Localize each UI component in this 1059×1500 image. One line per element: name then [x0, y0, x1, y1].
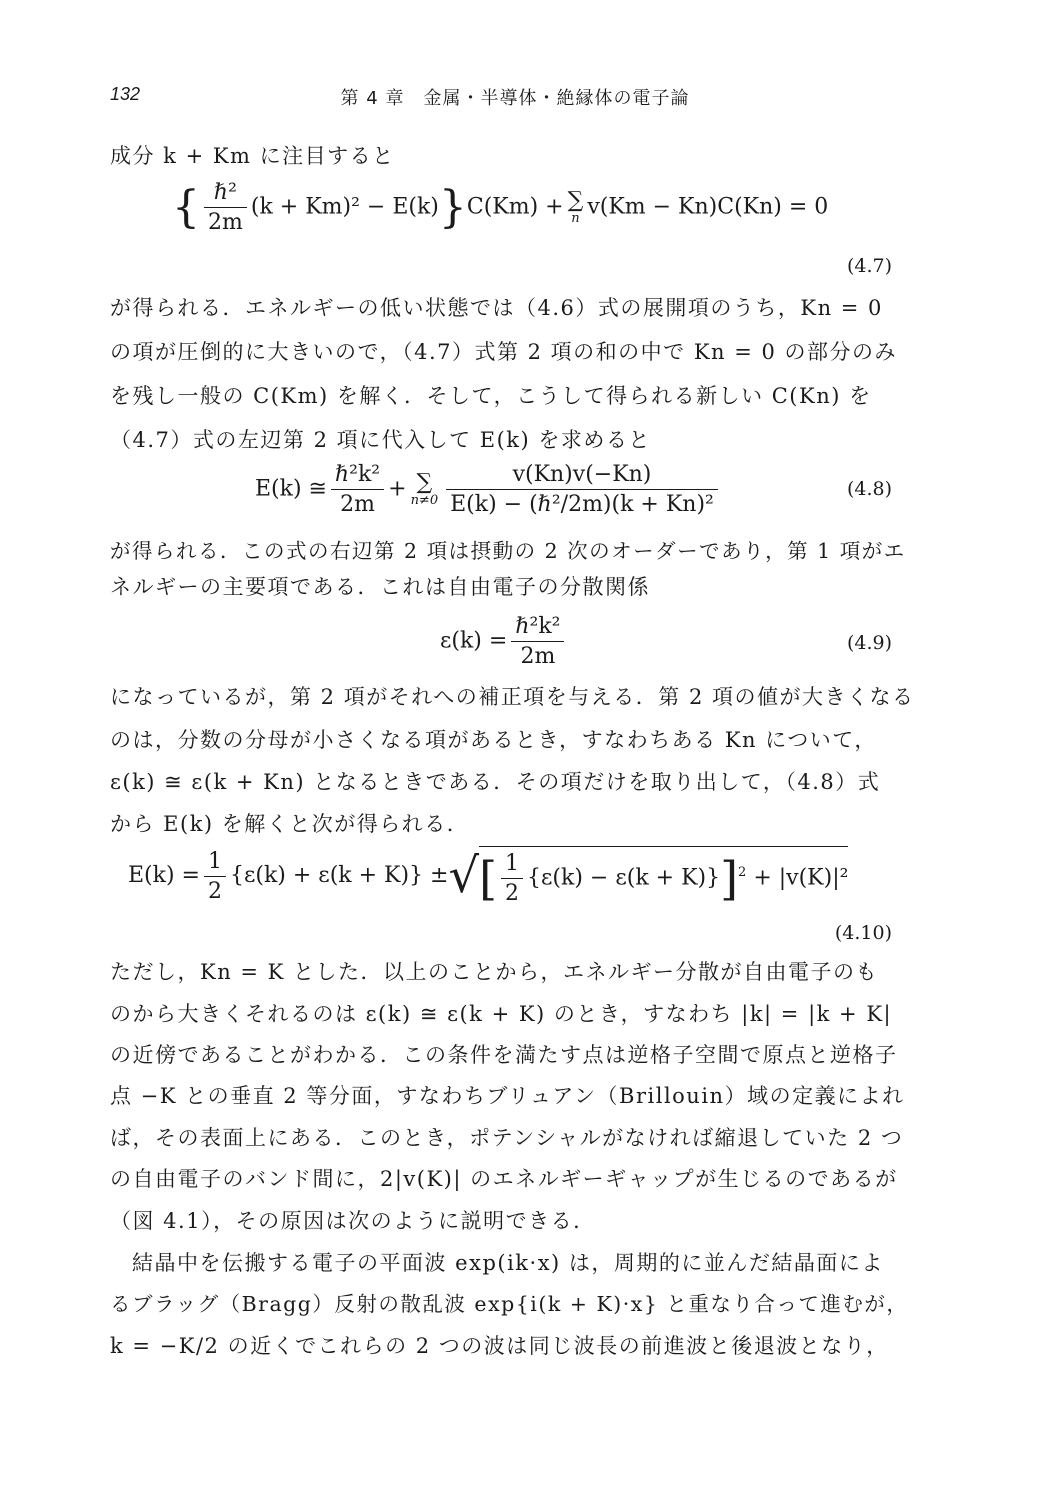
text-line: のは，分数の分母が小さくなる項があるとき，すなわちある Kn について， [110, 728, 877, 752]
text-line: ε(k) ≅ ε(k + Kn) となるときである．その項だけを取り出して，（4.8）式 [110, 770, 881, 794]
plus-sign: + [388, 476, 407, 502]
text-line: 成分 k + Km に注目すると [110, 144, 395, 168]
text-line: るブラッグ（Bragg）反射の散乱波 exp{i(k + K)·x} と重なり合って進むが， [110, 1292, 909, 1316]
equation-lhs: E(k) = [128, 863, 200, 888]
text-line: ただし，Kn = K とした．以上のことから，エネルギー分散が自由電子のも [110, 960, 879, 984]
fraction-numerator: 1 [501, 851, 523, 879]
fraction-numerator: ℏ² [204, 180, 247, 208]
equation-term: v(Km − Kn)C(Kn) = 0 [587, 194, 829, 220]
fraction-denominator: 2m [520, 644, 556, 669]
fraction-denominator: E(k) − (ℏ²/2m)(k + Kn)² [450, 492, 714, 517]
text-line: のから大きくそれるのは ε(k) ≅ ε(k + K) のとき，すなわち |k| = |k + K| [110, 1002, 893, 1026]
left-brace: { [172, 182, 200, 233]
fraction [511, 614, 564, 669]
running-title: 第 4 章 金属・半導体・絶縁体の電子論 [340, 88, 690, 109]
left-bracket: [ [479, 851, 498, 906]
summation [411, 472, 439, 507]
equation-term: (k + Km)² − E(k) [250, 194, 439, 220]
text-line: から E(k) を解くと次が得られる． [110, 812, 470, 836]
text-line: を残し一般の C(Km) を解く．そして，こうして得られる新しい C(Kn) を [110, 384, 872, 408]
fraction [446, 462, 718, 517]
fraction-denominator: 2 [207, 878, 222, 904]
equation-number: (4.10) [834, 922, 892, 944]
text-line: ネルギーの主要項である．これは自由電子の分散関係 [110, 575, 650, 599]
equation-number: (4.9) [846, 632, 892, 654]
sigma-symbol: ∑ [416, 470, 433, 495]
right-brace: } [438, 182, 467, 233]
summation-index: n≠0 [410, 493, 439, 508]
page-header [110, 84, 920, 114]
equation-term: {ε(k) − ε(k + K)} [527, 865, 721, 891]
text-line: が得られる．エネルギーの低い状態では（4.6）式の展開項のうち，Kn = 0 [110, 296, 883, 320]
text-line: が得られる．この式の右辺第 2 項は摂動の 2 次のオーダーであり，第 1 項がエ [110, 539, 906, 563]
page-number: 132 [110, 84, 141, 104]
equation-number: (4.8) [846, 478, 892, 500]
square-root [448, 846, 848, 906]
text-line: （4.7）式の左辺第 2 項に代入して E(k) を求めると [110, 428, 651, 452]
text-line: ば，その表面上にある．このとき，ポテンシャルがなければ縮退していた 2 つ [110, 1126, 904, 1150]
equation-4-10 [110, 846, 922, 946]
fraction-denominator: 2m [208, 210, 243, 235]
text-line: の項が圧倒的に大きいので，（4.7）式第 2 項の和の中で Kn = 0 の部分のみ [110, 340, 898, 364]
equation-4-8-body [255, 462, 722, 517]
equation-4-10-body [128, 846, 848, 906]
equation-term: C(Km) + [466, 194, 564, 220]
text-line: の自由電子のバンド間に，2|v(K)| のエネルギーギャップが生じるのであるが [110, 1167, 898, 1191]
equation-4-7-body [172, 180, 828, 235]
fraction-numerator: v(Kn)v(−Kn) [446, 462, 718, 490]
equation-term: + |v(K)|² [753, 865, 849, 891]
equation-lhs: E(k) ≅ [255, 476, 327, 502]
equation-term: {ε(k) + ε(k + K)} ± [229, 863, 449, 888]
sigma-symbol: ∑ [567, 188, 584, 213]
fraction [331, 462, 384, 517]
text-line: になっているが，第 2 項がそれへの補正項を与える．第 2 項の値が大きくなる [110, 685, 915, 709]
fraction-numerator: 1 [204, 849, 226, 877]
equation-4-8 [110, 462, 922, 524]
text-line: k = −K/2 の近くでこれらの 2 つの波は同じ波長の前進波と後退波となり， [110, 1334, 889, 1358]
fraction-numerator: ℏ²k² [511, 614, 564, 642]
equation-4-9 [110, 614, 922, 676]
radicand [479, 846, 848, 906]
summation-index: n [571, 211, 580, 226]
equation-4-9-body [440, 614, 568, 669]
fraction [204, 180, 247, 235]
equation-number: (4.7) [846, 255, 892, 277]
text-line: 結晶中を伝搬する電子の平面波 exp(ik·x) は，周期的に並んだ結晶面によ [132, 1251, 884, 1275]
exponent: 2 [738, 865, 747, 881]
text-line: の近傍であることがわかる．この条件を満たす点は逆格子空間で原点と逆格子 [110, 1043, 898, 1067]
equation-lhs: ε(k) = [440, 628, 508, 654]
fraction-denominator: 2m [340, 492, 375, 517]
equation-4-7 [110, 180, 922, 280]
fraction-denominator: 2 [505, 881, 520, 906]
fraction [501, 851, 523, 906]
radical-sign: √ [448, 848, 480, 904]
right-bracket: ] [720, 851, 739, 906]
summation [568, 190, 584, 225]
text-line: 点 −K との垂直 2 等分面，すなわちブリュアン（Brillouin）域の定義によれ [110, 1084, 905, 1108]
fraction-numerator: ℏ²k² [331, 462, 384, 490]
text-line: （図 4.1），その原因は次のように説明できる． [110, 1209, 596, 1233]
fraction [204, 849, 226, 904]
